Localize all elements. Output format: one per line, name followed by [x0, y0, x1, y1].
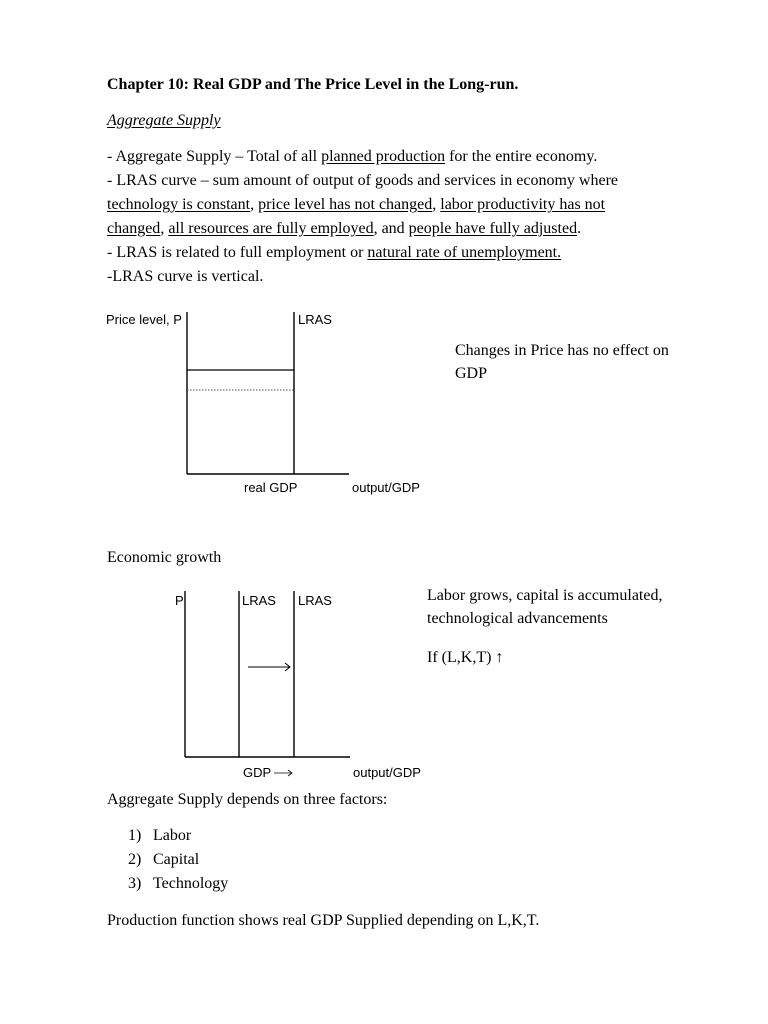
line4-u3: people have fully adjusted [408, 220, 578, 237]
factor-item-labor [128, 826, 191, 846]
factor-item-technology [128, 874, 228, 894]
line3-u3: labor productivity has not [440, 196, 606, 213]
line4-u1: changed [107, 220, 161, 237]
factor-num: 1) [128, 827, 142, 844]
section-heading-aggregate-supply: Aggregate Supply [107, 112, 221, 129]
graph2-x-axis-label: output/GDP [353, 765, 421, 780]
line4-end: . [577, 220, 582, 237]
line4-sep2: , and [373, 220, 409, 237]
factors-heading: Aggregate Supply depends on three factors: [107, 791, 388, 808]
definition-line-2: - LRAS curve – sum amount of output of goods and services in economy where [107, 172, 619, 189]
factor-label: Technology [153, 875, 229, 892]
line3-u1: technology is constant [107, 196, 251, 213]
closing-sentence: Production function shows real GDP Supplied depending on L,K,T. [107, 912, 540, 929]
graph2-note-line-1: Labor grows, capital is accumulated, [427, 587, 663, 604]
line1-prefix: - Aggregate Supply – Total of all [107, 148, 322, 165]
factor-label: Labor [153, 827, 192, 844]
line3-u2: price level has not changed [258, 196, 433, 213]
graph1-lras-label: LRAS [298, 312, 332, 327]
page-title: Chapter 10: Real GDP and The Price Level in the Long-run. [107, 76, 519, 93]
graph2-note-3: If (L,K,T) ↑ [427, 649, 504, 666]
line4-u2: all resources are fully employed [168, 220, 374, 237]
line3-sep1: , [250, 196, 259, 213]
factor-num: 3) [128, 875, 142, 892]
line1-underlined: planned production [321, 148, 446, 165]
growth-heading: Economic growth [107, 549, 222, 566]
line4-sep1: , [160, 220, 169, 237]
graph1-x-tick-label: real GDP [244, 480, 298, 495]
factor-num: 2) [128, 851, 142, 868]
line1-suffix: for the entire economy. [445, 148, 598, 165]
line3-sep2: , [432, 196, 441, 213]
factor-item-capital [128, 850, 199, 870]
factor-label: Capital [153, 851, 200, 868]
graph2-x-tick-label: GDP [243, 765, 272, 780]
graph1-lines [187, 312, 349, 474]
line5-underlined: natural rate of unemployment. [367, 244, 562, 261]
definition-line-6: -LRAS curve is vertical. [107, 268, 264, 285]
graph1-y-axis-label: Price level, P [106, 312, 182, 327]
graph2-note-line-2: technological advancements [427, 610, 608, 627]
graph1-note-line-2: GDP [455, 365, 488, 382]
line5-prefix: - LRAS is related to full employment or [107, 244, 368, 261]
graph2-lras1-label: LRAS [242, 593, 276, 608]
graph2-lras2-label: LRAS [298, 593, 332, 608]
graph2-y-axis-label: P [175, 593, 184, 608]
graph1-note-line-1: Changes in Price has no effect on [455, 342, 669, 359]
graph2-lines [185, 591, 350, 776]
graph1-x-axis-label: output/GDP [352, 480, 420, 495]
